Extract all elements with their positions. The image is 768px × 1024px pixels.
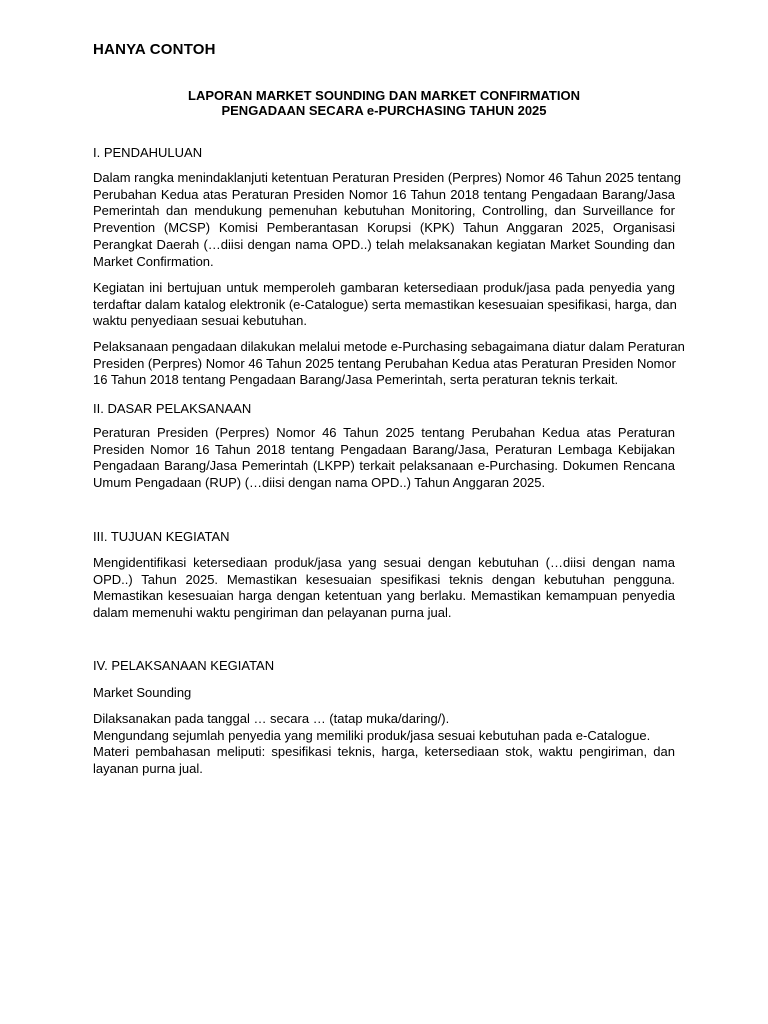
text-line: Pengadaan Barang/Jasa Pemerintah (LKPP) terkait pelaksanaan e-Purchasing. Dokumen Rencana — [93, 458, 675, 474]
text-line: Memastikan kesesuaian harga dengan ketentuan yang berlaku. Memastikan kemampuan penyedia — [93, 588, 675, 604]
text-line: OPD..) Tahun 2025. Memastikan kesesuaian spesifikasi teknis dengan kebutuhan pengguna. — [93, 571, 675, 587]
text-line: Presiden Nomor 16 Tahun 2018 tentang Pengadaan Barang/Jasa, Peraturan Lembaga Kebijakan — [93, 441, 675, 457]
text-line: dalam memenuhi waktu pengiriman dan pelayanan purna jual. — [93, 605, 452, 621]
section-heading-pendahuluan: I. PENDAHULUAN — [93, 145, 203, 160]
document-title-line-2: PENGADAAN SECARA e-PURCHASING TAHUN 2025 — [221, 103, 547, 118]
section-heading-pelaksanaan-kegiatan: IV. PELAKSANAAN KEGIATAN — [93, 658, 275, 673]
pendahuluan-paragraph-3 — [93, 339, 685, 389]
text-line: Peraturan Presiden (Perpres) Nomor 46 Tahun 2025 tentang Perubahan Kedua atas Peraturan — [93, 425, 675, 440]
text-line: Prevention (MCSP) Komisi Pemberantasan Korupsi (KPK) Tahun Anggaran 2025, Organisasi — [93, 220, 675, 236]
document-title-line-1: LAPORAN MARKET SOUNDING DAN MARKET CONFIRMATION — [188, 88, 580, 103]
section-heading-tujuan-kegiatan: III. TUJUAN KEGIATAN — [93, 529, 230, 544]
text-line: Pelaksanaan pengadaan dilakukan melalui metode e-Purchasing sebagaimana diatur dalam Peraturan — [93, 339, 685, 354]
text-line: Market Confirmation. — [93, 253, 214, 269]
text-line: layanan purna jual. — [93, 761, 203, 777]
text-line: Pemerintah dan mendukung pemenuhan kebutuhan Monitoring, Controlling, dan Surveillance for — [93, 203, 675, 219]
text-line: Presiden (Perpres) Nomor 46 Tahun 2025 tentang Perubahan Kedua atas Peraturan Presiden Nomor — [93, 355, 676, 371]
text-line: Umum Pengadaan (RUP) (…diisi dengan nama OPD..) Tahun Anggaran 2025. — [93, 475, 546, 491]
text-line: Perubahan Kedua atas Peraturan Presiden Nomor 16 Tahun 2018 tentang Pengadaan Barang/Jasa — [93, 186, 675, 202]
text-line: Dalam rangka menindaklanjuti ketentuan Peraturan Presiden (Perpres) Nomor 46 Tahun 2025 tentang — [93, 170, 682, 185]
subheading-market-sounding: Market Sounding — [93, 685, 192, 700]
pendahuluan-paragraph-1 — [93, 170, 682, 270]
text-line: terdaftar dalam katalog elektronik (e-Catalogue) serta memastikan kesesuaian spesifikasi, harga, dan — [93, 296, 677, 312]
pendahuluan-paragraph-2 — [93, 280, 675, 330]
text-line: Kegiatan ini bertujuan untuk memperoleh gambaran ketersediaan produk/jasa pada penyedia yang — [93, 280, 675, 295]
document-title — [93, 88, 675, 118]
tujuan-paragraph-1 — [93, 555, 675, 622]
text-line: Perangkat Daerah (…diisi dengan nama OPD..) telah melaksanakan kegiatan Market Sounding dan — [93, 236, 675, 252]
pelaksanaan-paragraph-1 — [93, 711, 675, 778]
section-heading-dasar-pelaksanaan: II. DASAR PELAKSANAAN — [93, 401, 252, 416]
text-line: Materi pembahasan meliputi: spesifikasi teknis, harga, ketersediaan stok, waktu pengiriman, dan — [93, 744, 675, 760]
text-line: 16 Tahun 2018 tentang Pengadaan Barang/Jasa Pemerintah, serta peraturan teknis terkait. — [93, 372, 619, 388]
text-line: Mengundang sejumlah penyedia yang memiliki produk/jasa sesuai kebutuhan pada e-Catalogue. — [93, 727, 651, 743]
sample-label: HANYA CONTOH — [93, 41, 216, 58]
text-line: Dilaksanakan pada tanggal … secara … (tatap muka/daring/). — [93, 711, 450, 726]
text-line: waktu penyediaan sesuai kebutuhan. — [93, 313, 307, 329]
dasar-paragraph-1 — [93, 425, 675, 492]
text-line: Mengidentifikasi ketersediaan produk/jasa yang sesuai dengan kebutuhan (…diisi dengan nama — [93, 555, 675, 570]
